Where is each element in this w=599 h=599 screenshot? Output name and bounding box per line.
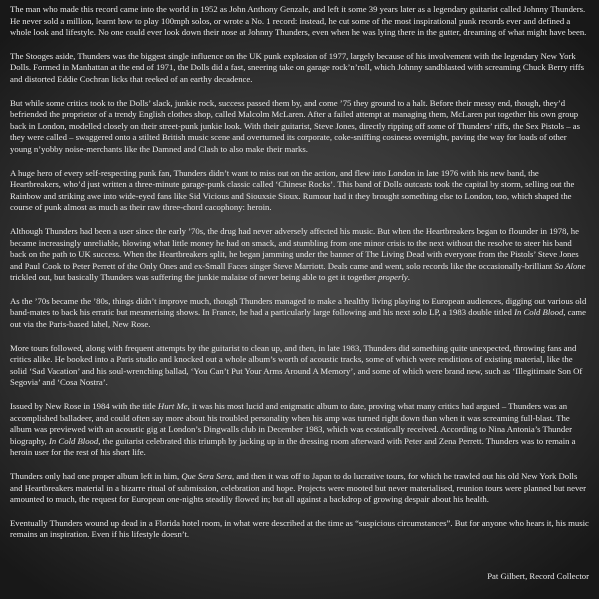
liner-notes-article <box>10 4 590 553</box>
italic-title: In Cold Blood <box>49 435 99 446</box>
paragraph-text: But while some critics took to the Dolls’ slack, junkie rock, success passed them by, and come ’75 they ground to a halt. Before their messy end, though, they’d befriended the proprietor of a trendy English clothes shop, called Malcolm McLaren. After a failed attempt at managing them, McLaren put together his own group back in London, modelled closely on their street-punk junkie look. With their guitarist, Steve Jones, directly ripping off some of Thunders’ riffs, the Sex Pistols – as they were called – swaggered onto a stilted British music scene and overturned its corporate, coke-sniffing cosiness overnight, paving the way for loads of other young n’yobby noise-merchants like the Damned and Clash to also make their marks. <box>10 97 580 154</box>
paragraph-text: , and then it was off to Japan to do lucrative tours, for which he trawled out his old New York Dolls and Heartbreakers material in a bizarre ritual of submission, celebration and hope. Projects were mooted but never materialised, reunion tours were planned but never amounted to much, the request for European one-nights steadily flowed in; but all against a backdrop of growing despair about his health. <box>10 471 587 505</box>
paragraph-text: As the ’70s became the ’80s, things didn’t improve much, though Thunders managed to make a healthy living playing to European audiences, digging out various old band-mates to back his erratic but mesmerising shows. In France, he had a particularly large following and his next solo LP, a 1983 double titled <box>10 295 587 318</box>
paragraph-text: A huge hero of every self-respecting punk fan, Thunders didn’t want to miss out on the action, and flew into London in late 1976 with his new band, the Heartbreakers, who’d just written a three-minute garage-punk classic called ‘Chinese Rocks’. This band of Dolls outcasts took the capital by storm, selling out the Rainbow and striking awe into wide-eyed fans like Sid Vicious and Siouxsie Sioux. Rumour had it they brought something else to London, too, which shaped the course of punk almost as much as their raw three-chord cacophony: heroin. <box>10 167 575 213</box>
italic-title: properly <box>378 272 408 283</box>
article-paragraph <box>10 226 590 284</box>
article-paragraph <box>10 51 590 86</box>
article-paragraph <box>10 168 590 214</box>
paragraph-text: The Stooges aside, Thunders was the biggest single influence on the UK punk explosion of 1977, largely because of his involvement with the legendary New York Dolls. Formed in Manhattan at the end of 1971, the Dolls did a fast, sneering take on garage rock’n’roll, which Johnny sandblasted with screaming Chuck Berry riffs and distorted Eddie Cochran licks that reeked of an earthy decadence. <box>10 50 585 84</box>
paragraph-text: The man who made this record came into the world in 1952 as John Anthony Genzale, and left it some 39 years later as a legendary guitarist called Johnny Thunders. He never sold a million, learnt how to play 100mph solos, or wrote a No. 1 record: instead, he cut some of the most inspirational punk records ever and defined a whole look and lifestyle. No one could ever look down their nose at Johnny Thunders, even when he was lying there in the gutter, dreaming of what might have been. <box>10 4 587 38</box>
paragraph-text: Thunders only had one proper album left in him, <box>10 471 182 481</box>
author-credit: Pat Gilbert, Record Collector <box>487 571 589 581</box>
italic-title: So Alone <box>554 260 586 271</box>
article-paragraph <box>10 401 590 459</box>
article-paragraph <box>10 471 590 506</box>
article-paragraph <box>10 343 590 389</box>
paragraph-text: Although Thunders had been a user since the early ’70s, the drug had never adversely affected his music. But when the Heartbreakers began to flounder in 1978, he became increasingly unreliable, blowing what little money he had on smack, and stumbling from one minor crisis to the next without the resolve to steer his band back on the path to UK success. When the Heartbreakers split, he began jamming under the banner of The Living Dead with everyone from the Pistols’ Steve Jones and Paul Cook to Peter Perrett of the Only Ones and ex-Small Faces singer Steve Marriott. Deals came and went, solo records like the occasionally-brilliant <box>10 225 580 271</box>
italic-title: Que Sera Sera <box>181 471 232 481</box>
paragraph-text: trickled out, but basically Thunders was suffering the junkie malaise of never being able to get it together <box>10 272 379 283</box>
paragraph-text: . <box>407 272 410 283</box>
article-paragraph <box>10 98 590 156</box>
italic-title: In Cold Blood <box>514 307 564 318</box>
paragraph-text: Eventually Thunders wound up dead in a Florida hotel room, in what were described at the time as “suspicious circumstances”. But for anyone who hears it, his music remains an inspiration. Even if his lifestyle doesn’t. <box>10 517 589 540</box>
paragraph-text: , it was his most lucid and enigmatic album to date, proving what many critics had argued – Thunders was an accomplished balladeer, and could often say more about his troubled personality when his amp was turned right down than when it was screaming full-blast. The album was previewed with an acoustic gig at London’s Dingwalls club in December 1983, which was ecstatically received. According to Nina Antonia’s Thunder biography, <box>10 401 572 446</box>
article-paragraph <box>10 4 590 39</box>
paragraph-text: Issued by New Rose in 1984 with the title <box>10 401 158 412</box>
paragraph-text: More tours followed, along with frequent attempts by the guitarist to clean up, and then, in late 1983, Thunders did something quite unexpected, throwing fans and critics alike. He booked into a Paris studio and knocked out a whole album’s worth of acoustic tracks, some of which were renditions of existing material, like the solid ‘Sad Vacation’ and his soul-wrenching ballad, ‘You Can’t Put Your Arms Around A Memory’, and some of which were brand new, such as ‘Illegitimate Son Of Segovia’ and ‘Cosa Nostra’. <box>10 342 583 388</box>
article-paragraph <box>10 296 590 331</box>
italic-title: Hurt Me <box>157 401 188 412</box>
paragraph-text: , came out via the Paris-based label, New Rose. <box>10 307 586 330</box>
article-paragraph <box>10 518 590 541</box>
paragraph-text: , the guitarist celebrated this triumph by jacking up in the dressing room afterward with Peter and Zena Perrett. Thunders was to remain a heroin user for the rest of his short life. <box>10 435 576 458</box>
